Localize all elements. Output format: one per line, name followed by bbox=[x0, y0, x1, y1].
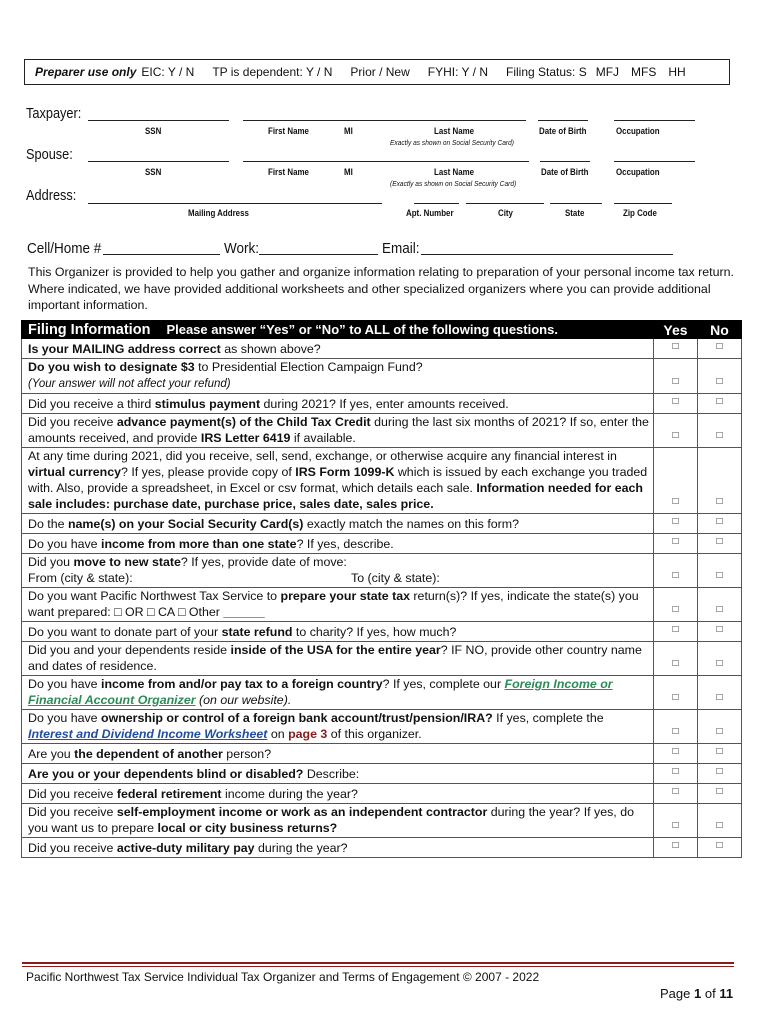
filing-status-mfj[interactable]: MFJ bbox=[595, 65, 620, 79]
no-checkbox[interactable]: □ bbox=[698, 534, 742, 554]
apt-number-caption: Apt. Number bbox=[406, 208, 454, 218]
no-checkbox[interactable]: □ bbox=[698, 514, 742, 534]
state-caption: State bbox=[565, 208, 585, 218]
mailing-address-line[interactable] bbox=[88, 203, 382, 204]
email-label: Email: bbox=[382, 240, 420, 257]
footer-text: Pacific Northwest Tax Service Individual Tax Organizer and Terms of Engagement © 2007 - 2022 bbox=[26, 970, 540, 984]
table-row bbox=[22, 339, 742, 359]
taxpayer-label: Taxpayer: bbox=[26, 106, 82, 122]
yes-checkbox[interactable]: □ bbox=[654, 710, 698, 744]
no-checkbox[interactable]: □ bbox=[698, 359, 742, 394]
taxpayer-name-note: Exactly as shown on Social Security Card) bbox=[390, 138, 514, 147]
interest-dividend-worksheet-link[interactable]: Interest and Dividend Income Worksheet bbox=[28, 727, 268, 741]
table-row bbox=[22, 804, 742, 838]
foreign-organizer-link[interactable]: Foreign Income or Financial Account Organizer bbox=[28, 677, 613, 707]
no-checkbox[interactable]: □ bbox=[698, 676, 742, 710]
spouse-last-caption: Last Name bbox=[434, 167, 475, 177]
yes-checkbox[interactable]: □ bbox=[654, 359, 698, 394]
preparer-box bbox=[24, 59, 730, 85]
spouse-occupation-line[interactable] bbox=[614, 161, 695, 162]
intro-paragraph: This Organizer is provided to help you gather and organize information relating to preparation of your personal income tax return. Where indicated, we have provided additional worksheets and other specialized organizers where you can provide additional important information. bbox=[28, 265, 734, 312]
page-indicator bbox=[660, 986, 733, 1001]
yes-checkbox[interactable]: □ bbox=[654, 676, 698, 710]
mailing-address-caption: Mailing Address bbox=[188, 208, 249, 218]
no-checkbox[interactable]: □ bbox=[698, 642, 742, 676]
table-row bbox=[22, 588, 742, 622]
question-move-state: Did you move to new state? If yes, provide date of move: From (city & state): To (city & state): bbox=[22, 554, 654, 588]
table-row bbox=[22, 394, 742, 414]
no-checkbox[interactable]: □ bbox=[698, 804, 742, 838]
spouse-label: Spouse: bbox=[26, 147, 73, 163]
city-caption: City bbox=[498, 208, 513, 218]
taxpayer-occupation-caption: Occupation bbox=[616, 126, 660, 136]
state-line[interactable] bbox=[550, 203, 602, 204]
question-donate-refund: Do you want to donate part of your state refund to charity? If yes, how much? bbox=[22, 622, 654, 642]
table-row bbox=[22, 676, 742, 710]
zip-line[interactable] bbox=[614, 203, 672, 204]
question-dependent-of-another: Are you the dependent of another person? bbox=[22, 744, 654, 764]
question-virtual-currency: At any time during 2021, did you receive, sell, send, exchange, or otherwise acquire any financial interest in virtual currency? If yes, please provide copy of IRS Form 1099-K which is issued by each exchange you traded with. Also, provide a spreadsheet, in Excel or csv format, which details each sale. Information needed for each sale includes: purchase date, purchase price, sales date, sales price. bbox=[22, 448, 654, 514]
prior-new-field[interactable]: Prior / New bbox=[350, 65, 410, 79]
taxpayer-first-caption: First Name bbox=[268, 126, 309, 136]
table-row bbox=[22, 514, 742, 534]
question-presidential-fund: Do you wish to designate $3 to Presidential Election Campaign Fund? (Your answer will not affect your refund) bbox=[22, 359, 654, 394]
question-foreign-income: Do you have income from and/or pay tax to a foreign country? If yes, complete our Foreign Income or Financial Account Organizer (on our website). bbox=[22, 676, 654, 710]
page-of: of bbox=[704, 986, 716, 1001]
no-checkbox[interactable]: □ bbox=[698, 838, 742, 858]
page-total: 11 bbox=[719, 986, 734, 1001]
no-checkbox[interactable]: □ bbox=[698, 710, 742, 744]
table-row bbox=[22, 448, 742, 514]
city-line[interactable] bbox=[466, 203, 544, 204]
taxpayer-ssn-caption: SSN bbox=[145, 126, 162, 136]
yes-checkbox[interactable]: □ bbox=[654, 784, 698, 804]
question-blind-disabled: Are you or your dependents blind or disabled? Describe: bbox=[22, 764, 654, 784]
yes-checkbox[interactable]: □ bbox=[654, 838, 698, 858]
question-state-tax-prep: Do you want Pacific Northwest Tax Service to prepare your state tax return(s)? If yes, indicate the state(s) you want prepared: □ OR □ CA □ Other ______ bbox=[22, 588, 654, 622]
taxpayer-occupation-line[interactable] bbox=[614, 120, 695, 121]
filing-status-s[interactable]: Filing Status: S bbox=[506, 65, 587, 79]
footer-rule-top bbox=[22, 962, 734, 964]
eic-field[interactable]: EIC: Y / N bbox=[141, 65, 195, 79]
taxpayer-dob-line[interactable] bbox=[538, 120, 588, 121]
no-checkbox[interactable]: □ bbox=[698, 554, 742, 588]
yes-header: Yes bbox=[654, 321, 698, 339]
question-ss-card-names: Do the name(s) on your Social Security Card(s) exactly match the names on this form? bbox=[22, 514, 654, 534]
table-row bbox=[22, 784, 742, 804]
spouse-name-note: (Exactly as shown on Social Security Card) bbox=[390, 179, 517, 188]
yes-checkbox[interactable]: □ bbox=[654, 448, 698, 514]
yes-checkbox[interactable]: □ bbox=[654, 394, 698, 414]
no-checkbox[interactable]: □ bbox=[698, 744, 742, 764]
no-checkbox[interactable]: □ bbox=[698, 339, 742, 359]
address-label: Address: bbox=[26, 188, 77, 204]
no-header: No bbox=[698, 321, 742, 339]
taxpayer-name-line[interactable] bbox=[243, 120, 526, 121]
spouse-name-line[interactable] bbox=[243, 161, 529, 162]
yes-checkbox[interactable]: □ bbox=[654, 554, 698, 588]
no-checkbox[interactable]: □ bbox=[698, 764, 742, 784]
spouse-dob-caption: Date of Birth bbox=[541, 167, 589, 177]
table-row bbox=[22, 534, 742, 554]
table-row bbox=[22, 622, 742, 642]
filing-status-mfs[interactable]: MFS bbox=[631, 65, 657, 79]
spouse-mi-caption: MI bbox=[344, 167, 353, 177]
question-stimulus-payment: Did you receive a third stimulus payment during 2021? If yes, enter amounts received. bbox=[22, 394, 654, 414]
spouse-occupation-caption: Occupation bbox=[616, 167, 660, 177]
yes-checkbox[interactable]: □ bbox=[654, 414, 698, 448]
work-line[interactable] bbox=[259, 254, 378, 255]
no-checkbox[interactable]: □ bbox=[698, 622, 742, 642]
yes-checkbox[interactable]: □ bbox=[654, 514, 698, 534]
taxpayer-last-caption: Last Name bbox=[434, 126, 475, 136]
yes-checkbox[interactable]: □ bbox=[654, 764, 698, 784]
table-title: Filing Information bbox=[28, 321, 151, 338]
question-self-employment: Did you receive self-employment income or work as an independent contractor during the year? If yes, do you want us to prepare local or city business returns? bbox=[22, 804, 654, 838]
yes-checkbox[interactable]: □ bbox=[654, 804, 698, 838]
zip-caption: Zip Code bbox=[623, 208, 657, 218]
taxpayer-dob-caption: Date of Birth bbox=[539, 126, 587, 136]
yes-checkbox[interactable]: □ bbox=[654, 744, 698, 764]
table-title-cell bbox=[22, 321, 654, 339]
yes-checkbox[interactable]: □ bbox=[654, 588, 698, 622]
work-label: Work: bbox=[224, 240, 260, 257]
question-multi-state-income: Do you have income from more than one state? If yes, describe. bbox=[22, 534, 654, 554]
table-row bbox=[22, 359, 742, 394]
question-usa-residence: Did you and your dependents reside inside of the USA for the entire year? IF NO, provide other country name and dates of residence. bbox=[22, 642, 654, 676]
question-foreign-account: Do you have ownership or control of a foreign bank account/trust/pension/IRA? If yes, complete the Interest and Dividend Income Worksheet on page 3 of this organizer. bbox=[22, 710, 654, 744]
question-child-tax-credit: Did you receive advance payment(s) of the Child Tax Credit during the last six months of 2021? If so, enter the amounts received, and provide IRS Letter 6419 if available. bbox=[22, 414, 654, 448]
no-checkbox[interactable]: □ bbox=[698, 448, 742, 514]
no-checkbox[interactable]: □ bbox=[698, 784, 742, 804]
question-federal-retirement: Did you receive federal retirement income during the year? bbox=[22, 784, 654, 804]
table-row bbox=[22, 554, 742, 588]
cell-home-line[interactable] bbox=[103, 254, 220, 255]
table-row bbox=[22, 642, 742, 676]
question-mailing-address: Is your MAILING address correct as shown above? bbox=[22, 339, 654, 359]
no-checkbox[interactable]: □ bbox=[698, 588, 742, 622]
table-row bbox=[22, 710, 742, 744]
table-instruction: Please answer “Yes” or “No” to ALL of the following questions. bbox=[166, 321, 558, 337]
page-word: Page bbox=[660, 986, 691, 1001]
table-row bbox=[22, 838, 742, 858]
filing-status-hh[interactable]: HH bbox=[668, 65, 686, 79]
taxpayer-mi-caption: MI bbox=[344, 126, 353, 136]
tp-dependent-field[interactable]: TP is dependent: Y / N bbox=[212, 65, 333, 79]
page-3-link[interactable]: page 3 bbox=[288, 727, 328, 741]
table-row bbox=[22, 744, 742, 764]
footer-rule-bottom bbox=[22, 966, 734, 967]
fyhi-field[interactable]: FYHI: Y / N bbox=[427, 65, 488, 79]
apt-number-line[interactable] bbox=[414, 203, 459, 204]
filing-information-table bbox=[21, 320, 742, 858]
yes-checkbox[interactable]: □ bbox=[654, 622, 698, 642]
taxpayer-ssn-line[interactable] bbox=[88, 120, 229, 121]
question-military-pay: Did you receive active-duty military pay during the year? bbox=[22, 838, 654, 858]
spouse-ssn-caption: SSN bbox=[145, 167, 162, 177]
table-row bbox=[22, 764, 742, 784]
cell-home-label: Cell/Home # bbox=[27, 240, 102, 257]
email-line[interactable] bbox=[421, 254, 673, 255]
table-row bbox=[22, 414, 742, 448]
spouse-dob-line[interactable] bbox=[540, 161, 590, 162]
no-checkbox[interactable]: □ bbox=[698, 394, 742, 414]
yes-checkbox[interactable]: □ bbox=[654, 339, 698, 359]
page-number: 1 bbox=[694, 986, 702, 1001]
yes-checkbox[interactable]: □ bbox=[654, 534, 698, 554]
preparer-label: Preparer use only bbox=[35, 65, 137, 79]
spouse-first-caption: First Name bbox=[268, 167, 309, 177]
spouse-ssn-line[interactable] bbox=[88, 161, 229, 162]
no-checkbox[interactable]: □ bbox=[698, 414, 742, 448]
yes-checkbox[interactable]: □ bbox=[654, 642, 698, 676]
table-header-row bbox=[22, 321, 742, 339]
